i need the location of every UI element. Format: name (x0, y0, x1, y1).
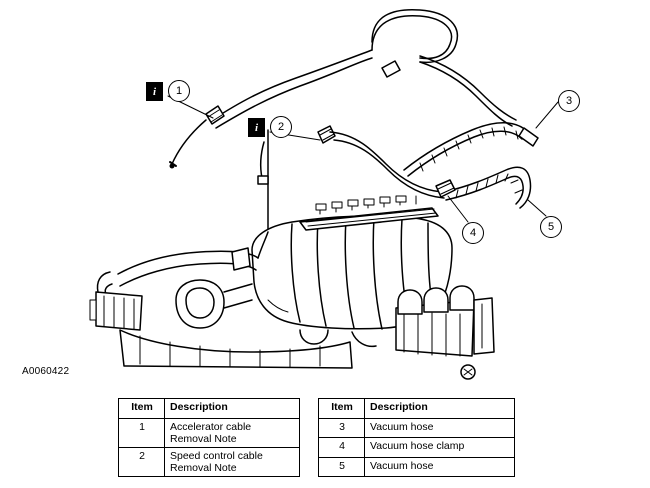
table-row (319, 419, 515, 438)
hose-mid-right-a (330, 132, 442, 192)
cell-description (165, 448, 300, 477)
cell-description: Vacuum hose clamp (365, 438, 515, 457)
hose-main-upper-b (216, 58, 372, 128)
figure-code: A0060422 (22, 366, 70, 377)
callout-5: 5 (540, 216, 562, 238)
cell-item: 2 (119, 448, 165, 477)
legend-table-right (318, 398, 515, 477)
hose-clamp-top (382, 61, 400, 77)
table-header-row (119, 399, 300, 419)
description-line-1: Speed control cable (170, 450, 263, 462)
column-header-description: Description (165, 399, 300, 419)
engine-block-left (96, 292, 142, 330)
table-header-row (319, 399, 515, 419)
cell-item: 4 (319, 438, 365, 457)
cell-item: 1 (119, 419, 165, 448)
leader-3 (536, 102, 558, 128)
callout-3: 3 (558, 90, 580, 112)
description-line-1: Accelerator cable (170, 421, 252, 433)
accelerator-cable (172, 120, 206, 164)
table-row (119, 448, 300, 477)
info-marker-1: i (146, 82, 163, 101)
table-row (119, 419, 300, 448)
cell-description (165, 419, 300, 448)
ignition-coil-2 (424, 288, 448, 312)
cable-end-fitting (258, 176, 268, 184)
cell-description: Vacuum hose (365, 419, 515, 438)
hose-loop-upper-inner (372, 16, 452, 59)
cell-description: Vacuum hose (365, 457, 515, 476)
column-header-description: Description (365, 399, 515, 419)
table-row (319, 438, 515, 457)
table-row (319, 457, 515, 476)
throttle-body (176, 280, 224, 328)
hose-connector-3 (519, 128, 538, 146)
cell-item: 5 (319, 457, 365, 476)
description-line-2: Removal Note (170, 433, 237, 445)
bracket-center (232, 248, 250, 270)
hose-stub-bottom (300, 330, 328, 344)
legend-table-left (118, 398, 300, 477)
callout-4: 4 (462, 222, 484, 244)
hose-loop-upper (372, 10, 457, 63)
callout-1: 1 (168, 80, 190, 102)
leader-4 (448, 196, 468, 222)
callout-2: 2 (270, 116, 292, 138)
engine-lower-cover (120, 330, 352, 368)
hose-main-upper-a (212, 50, 372, 120)
cell-item: 3 (319, 419, 365, 438)
engine-right-bracket (474, 298, 494, 354)
column-header-item: Item (119, 399, 165, 419)
hose-loop-down (420, 62, 512, 126)
vacuum-hose-3 (404, 123, 528, 170)
description-line-2: Removal Note (170, 462, 237, 474)
column-header-item: Item (319, 399, 365, 419)
legend-tables (118, 398, 515, 477)
ignition-coil-3 (450, 286, 474, 310)
ignition-coil-1 (398, 290, 422, 314)
leader-5 (528, 200, 546, 216)
info-marker-2: i (248, 118, 265, 137)
